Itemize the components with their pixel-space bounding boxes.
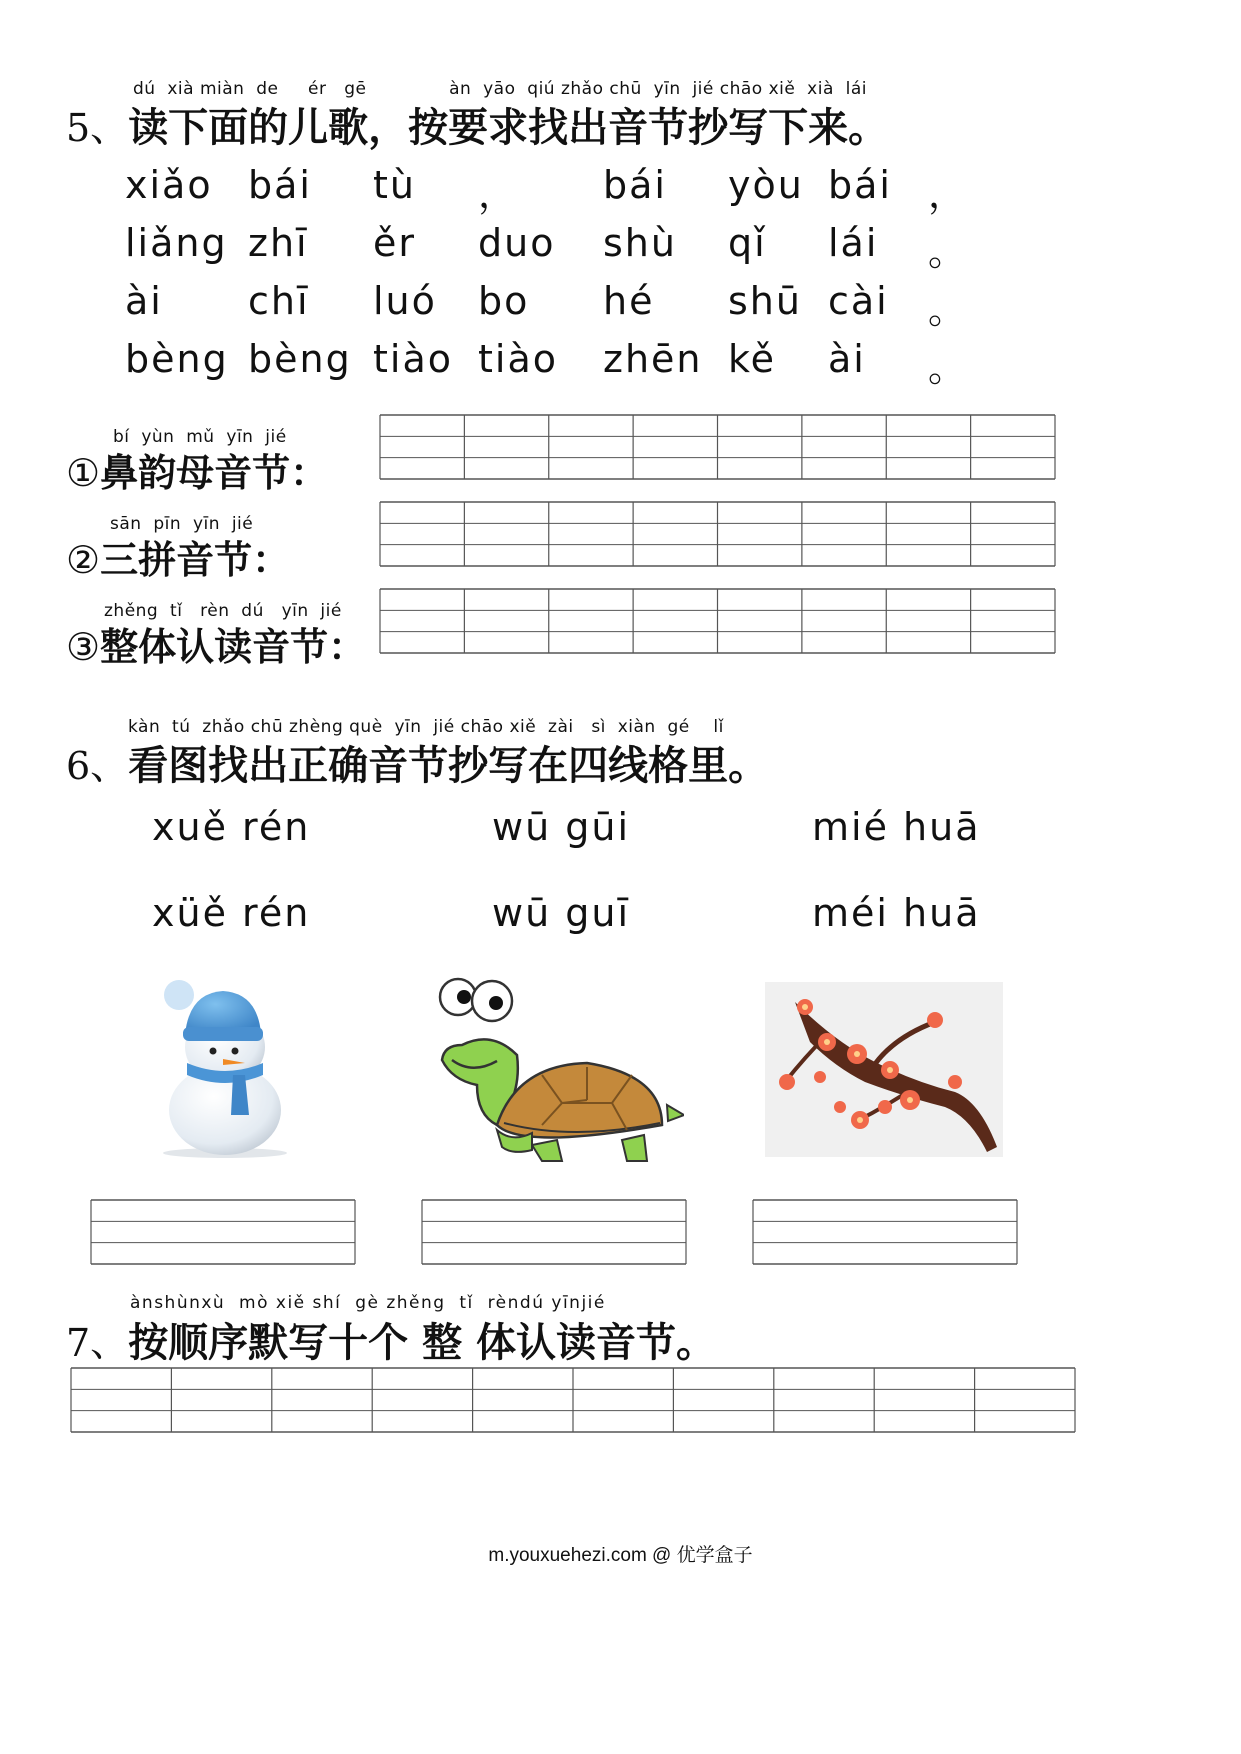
poem-syllable: tiào [373,337,453,381]
footer-watermark: m.youxuehezi.com @ 优学盒子 [488,1545,753,1566]
q5-number: 5、 [66,106,129,150]
poem-syllable: liǎng [125,221,228,265]
q5-title-pinyin: dú xià miàn de ér gē àn yāo qiú zhǎo chū yīn jié chāo xiě xià lái [133,79,868,99]
q5-title-text: 读下面的儿歌，按要求找出音节抄写下来。 [128,104,889,151]
poem-syllable: lái [828,221,879,265]
poem-syllable: yòu [728,163,804,207]
q5-sub3-text: 整体认读音节： [100,624,367,669]
q6-title-pinyin: kàn tú zhǎo chū zhèng què yīn jié chāo xiě zài sì xiàn gé lǐ [128,717,724,737]
q5-sub1-text: 鼻韵母音节： [100,450,329,495]
poem-syllable: ， [928,172,969,216]
poem-syllable: bo [478,279,530,323]
q7-number: 7、 [66,1321,129,1365]
poem-syllable: tiào [478,337,558,381]
q5-sub2-pinyin: sān pīn yīn jié [110,514,254,534]
poem-syllable: chī [248,279,310,323]
circled-number-3: ③ [66,625,101,669]
poem-syllable: zhī [248,221,309,265]
option-turtle-b: wū guī [492,891,631,935]
writing-grid-nasal[interactable] [379,414,1056,480]
q6-title [66,734,768,791]
option-snowman-a: xuě rén [152,805,311,849]
option-plum-a: mié huā [812,805,981,849]
snowman-image [145,975,305,1160]
poem-syllable: zhēn [603,337,703,381]
turtle-image [422,975,684,1165]
circled-number-1: ① [66,451,101,495]
poem-syllable: ài [125,279,163,323]
poem [125,163,975,403]
poem-syllable: shù [603,221,677,265]
q5-sub1-label [66,442,328,497]
poem-syllable: qǐ [728,221,767,265]
q7-title-text: 按顺序默写十个 整 体认读音节。 [128,1319,717,1366]
poem-syllable: 。 [928,288,969,332]
poem-syllable: bái [603,163,667,207]
poem-syllable: ài [828,337,866,381]
q7-title [66,1311,716,1368]
poem-syllable: ěr [373,221,417,265]
option-snowman-b: xüě rén [152,891,311,935]
poem-syllable: bèng [125,337,229,381]
q5-title [66,96,888,153]
poem-syllable: ， [478,172,519,216]
q6-title-text: 看图找出正确音节抄写在四线格里。 [128,742,769,789]
poem-syllable: tù [373,163,416,207]
poem-syllable: duo [478,221,556,265]
q6-number: 6、 [66,744,129,788]
poem-syllable: bèng [248,337,352,381]
poem-syllable: xiǎo [125,163,213,207]
answer-grid-plum[interactable] [752,1199,1018,1265]
circled-number-2: ② [66,538,101,582]
poem-syllable: bái [248,163,312,207]
plum-blossom-image [765,982,1003,1157]
q5-sub3-label [66,616,366,671]
q5-sub3-pinyin: zhěng tǐ rèn dú yīn jié [104,601,342,621]
option-turtle-a: wū gūi [492,805,631,849]
poem-syllable: bái [828,163,892,207]
answer-grid-turtle[interactable] [421,1199,687,1265]
poem-syllable: kě [728,337,777,381]
q5-sub1-pinyin: bí yùn mǔ yīn jié [113,427,287,447]
option-plum-b: méi huā [812,891,981,935]
q7-title-pinyin: ànshùnxù mò xiě shí gè zhěng tǐ rèndú yīnjié [130,1293,606,1313]
poem-syllable: cài [828,279,889,323]
writing-grid-ten-syllables[interactable] [70,1367,1076,1433]
writing-grid-whole[interactable] [379,588,1056,654]
answer-grid-snowman[interactable] [90,1199,356,1265]
poem-syllable: 。 [928,230,969,274]
poem-syllable: 。 [928,346,969,390]
q5-sub2-text: 三拼音节： [100,537,291,582]
q5-sub2-label [66,529,290,584]
poem-syllable: luó [373,279,437,323]
poem-syllable: shū [728,279,802,323]
writing-grid-three-part[interactable] [379,501,1056,567]
poem-syllable: hé [603,279,655,323]
